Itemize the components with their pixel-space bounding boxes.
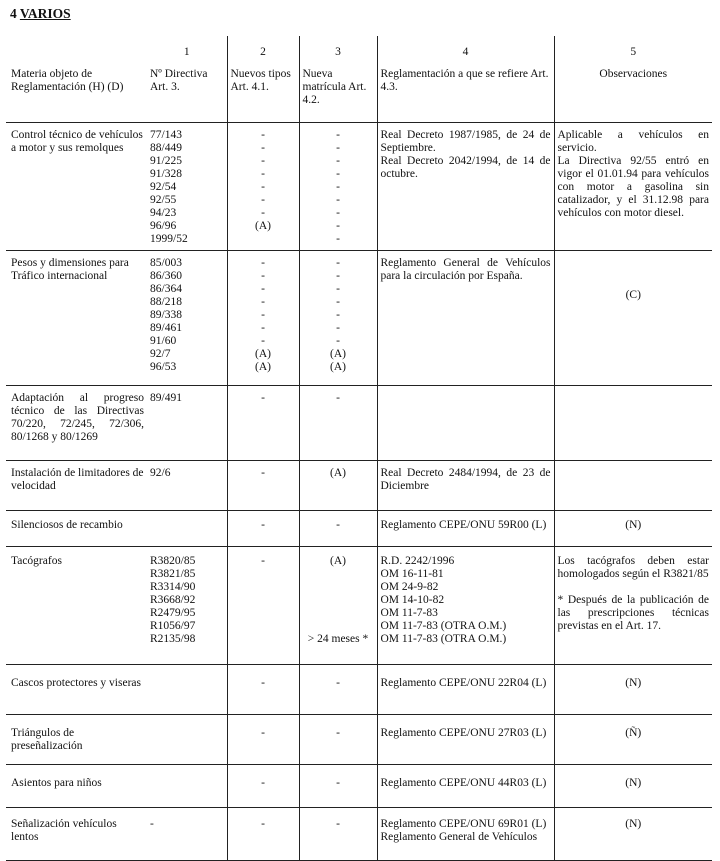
reglamentacion-text: OM 11-7-83 (OTRA O.M.) bbox=[380, 632, 507, 645]
nueva-matricula-cell bbox=[299, 807, 377, 860]
nueva-matricula-value: - bbox=[336, 256, 340, 269]
nuevos-tipos-value: - bbox=[261, 676, 265, 689]
reglamentacion-cell bbox=[377, 510, 554, 546]
nueva-matricula-value: (A) bbox=[330, 347, 346, 360]
nuevos-tipos-value: - bbox=[261, 180, 265, 193]
nueva-matricula-value: - bbox=[336, 269, 340, 282]
header-col-0: Materia objeto de Reglamentación (H) (D) bbox=[6, 36, 147, 122]
directiva-number: 85/003 bbox=[150, 256, 182, 269]
table-row bbox=[6, 250, 712, 385]
nueva-matricula-value: > 24 meses * bbox=[307, 632, 369, 645]
reglamentacion-text: Reglamento CEPE/ONU 44R03 (L) bbox=[380, 776, 547, 789]
directiva-number: 77/143 bbox=[150, 128, 182, 141]
nuevos-tipos-value: - bbox=[261, 141, 265, 154]
directiva-number: R3314/90 bbox=[150, 580, 196, 593]
nuevos-tipos-value: - bbox=[261, 154, 265, 167]
nuevos-tipos-cell bbox=[227, 250, 299, 385]
directiva-number: 86/360 bbox=[150, 269, 182, 282]
nuevos-tipos-value: - bbox=[261, 269, 265, 282]
table-header-row bbox=[6, 36, 712, 122]
directiva-number: 91/60 bbox=[150, 334, 177, 347]
nueva-matricula-value: (A) bbox=[330, 466, 346, 479]
reglamentacion-text: Reglamento CEPE/ONU 27R03 (L) bbox=[380, 726, 547, 739]
nueva-matricula-value: - bbox=[336, 193, 340, 206]
nuevos-tipos-cell bbox=[227, 510, 299, 546]
nueva-matricula-cell bbox=[299, 714, 377, 764]
header-col-3: 3 Nueva matrícula Art. 4.2. bbox=[299, 36, 377, 122]
directiva-cell bbox=[147, 664, 227, 714]
observaciones-text: (C) bbox=[625, 288, 641, 301]
reglamentacion-text: Reglamento CEPE/ONU 69R01 (L) bbox=[380, 817, 547, 830]
nuevos-tipos-cell bbox=[227, 460, 299, 510]
observaciones-text: (N) bbox=[625, 676, 642, 689]
observaciones-cell bbox=[554, 510, 712, 546]
directiva-cell bbox=[147, 714, 227, 764]
observaciones-text: (N) bbox=[625, 817, 642, 830]
reglamentacion-text: Reglamento CEPE/ONU 22R04 (L) bbox=[380, 676, 547, 689]
observaciones-text: * Después de la publicación de las prescripciones técnicas previstas en el Art. 17. bbox=[557, 593, 709, 632]
observaciones-cell bbox=[554, 664, 712, 714]
reglamentacion-text: OM 16-11-81 bbox=[380, 567, 444, 580]
nueva-matricula-cell bbox=[299, 385, 377, 460]
directiva-number: 91/225 bbox=[150, 154, 182, 167]
nueva-matricula-value bbox=[303, 581, 374, 594]
nueva-matricula-value: - bbox=[336, 676, 340, 689]
reglamentacion-text: OM 11-7-83 (OTRA O.M.) bbox=[380, 619, 507, 632]
nuevos-tipos-value: - bbox=[261, 308, 265, 321]
nueva-matricula-cell bbox=[299, 122, 377, 250]
observaciones-text: (N) bbox=[625, 518, 642, 531]
observaciones-cell bbox=[554, 764, 712, 807]
materia-cell: Señalización vehículos lentos bbox=[6, 807, 147, 860]
observaciones-text: La Directiva 92/55 entró en vigor el 01.01.94 para vehículos con motor a gasolina sin catalizador, y el 31.12.98 para vehículos con motor diesel. bbox=[557, 154, 709, 219]
reglamentacion-cell bbox=[377, 807, 554, 860]
nuevos-tipos-cell bbox=[227, 764, 299, 807]
nueva-matricula-value: - bbox=[336, 334, 340, 347]
observaciones-cell bbox=[554, 807, 712, 860]
nuevos-tipos-value: - bbox=[261, 817, 265, 830]
observaciones-cell bbox=[554, 385, 712, 460]
observaciones-cell bbox=[554, 714, 712, 764]
materia-cell: Triángulos de preseñalización bbox=[6, 714, 147, 764]
observaciones-cell bbox=[554, 546, 712, 664]
reglamentacion-text: Reglamento General de Vehículos bbox=[380, 830, 538, 843]
table-row bbox=[6, 764, 712, 807]
nuevos-tipos-value: - bbox=[261, 334, 265, 347]
directiva-number: 88/218 bbox=[150, 295, 182, 308]
nuevos-tipos-cell bbox=[227, 122, 299, 250]
nueva-matricula-cell bbox=[299, 250, 377, 385]
reglamentacion-text: Reglamento General de Vehículos para la circulación por España. bbox=[380, 256, 551, 282]
reglamentacion-cell bbox=[377, 250, 554, 385]
materia-cell: Instalación de limitadores de velocidad bbox=[6, 460, 147, 510]
nuevos-tipos-cell bbox=[227, 714, 299, 764]
directiva-number: R3668/92 bbox=[150, 593, 196, 606]
table-row bbox=[6, 122, 712, 250]
nueva-matricula-value bbox=[303, 620, 374, 633]
nuevos-tipos-value bbox=[231, 233, 296, 246]
reglamentacion-text: Reglamento CEPE/ONU 59R00 (L) bbox=[380, 518, 547, 531]
directiva-number: 92/7 bbox=[150, 347, 171, 360]
observaciones-cell bbox=[554, 460, 712, 510]
reglamentacion-cell bbox=[377, 546, 554, 664]
nueva-matricula-value: - bbox=[336, 817, 340, 830]
nuevos-tipos-value: - bbox=[261, 726, 265, 739]
directiva-number: 89/338 bbox=[150, 308, 182, 321]
nueva-matricula-value: - bbox=[336, 141, 340, 154]
directiva-cell bbox=[147, 510, 227, 546]
table-row bbox=[6, 460, 712, 510]
section-title: VARIOS bbox=[19, 6, 71, 21]
directiva-number: 88/449 bbox=[150, 141, 182, 154]
materia-cell: Cascos protectores y viseras bbox=[6, 664, 147, 714]
reglamentacion-text: OM 14-10-82 bbox=[380, 593, 445, 606]
nuevos-tipos-value: - bbox=[261, 167, 265, 180]
header-col-2: 2 Nuevos tipos Art. 4.1. bbox=[227, 36, 299, 122]
directiva-number: 92/54 bbox=[150, 180, 177, 193]
table-row bbox=[6, 664, 712, 714]
nuevos-tipos-value: - bbox=[261, 295, 265, 308]
nuevos-tipos-cell bbox=[227, 664, 299, 714]
reglamentacion-cell bbox=[377, 122, 554, 250]
directiva-cell bbox=[147, 122, 227, 250]
materia-cell: Tacógrafos bbox=[6, 546, 147, 664]
table-row bbox=[6, 807, 712, 860]
nuevos-tipos-value: - bbox=[261, 391, 265, 404]
directiva-number: 91/328 bbox=[150, 167, 182, 180]
observaciones-text: Los tacógrafos deben estar homologados según el R3821/85 bbox=[557, 554, 709, 580]
nueva-matricula-value bbox=[303, 594, 374, 607]
observaciones-cell bbox=[554, 122, 712, 250]
nueva-matricula-value: - bbox=[336, 295, 340, 308]
directiva-number: R2479/95 bbox=[150, 606, 196, 619]
directiva-cell bbox=[147, 764, 227, 807]
materia-cell: Adaptación al progreso técnico de las Directivas 70/220, 72/245, 72/306, 80/1268 y 80/1269 bbox=[6, 385, 147, 460]
nuevos-tipos-value: - bbox=[261, 518, 265, 531]
nueva-matricula-cell bbox=[299, 510, 377, 546]
directiva-number: 89/491 bbox=[150, 391, 182, 404]
nuevos-tipos-value: - bbox=[261, 206, 265, 219]
nuevos-tipos-value: - bbox=[261, 776, 265, 789]
reglamentacion-text: Real Decreto 2484/1994, de 23 de Diciembre bbox=[380, 466, 551, 492]
header-col-5: 5 Observaciones bbox=[554, 36, 712, 122]
reglamentacion-cell bbox=[377, 664, 554, 714]
nuevos-tipos-cell bbox=[227, 807, 299, 860]
reglamentacion-cell bbox=[377, 764, 554, 807]
nuevos-tipos-value: - bbox=[261, 282, 265, 295]
section-number: 4 bbox=[10, 6, 17, 21]
nueva-matricula-value: - bbox=[336, 154, 340, 167]
reglamentacion-text: OM 11-7-83 bbox=[380, 606, 438, 619]
directiva-number: - bbox=[150, 817, 154, 830]
table-row bbox=[6, 546, 712, 664]
table-row bbox=[6, 714, 712, 764]
nueva-matricula-value bbox=[303, 607, 374, 620]
directiva-number: R3821/85 bbox=[150, 567, 196, 580]
directiva-number: 92/6 bbox=[150, 466, 171, 479]
directiva-number: 92/55 bbox=[150, 193, 177, 206]
nueva-matricula-value: - bbox=[336, 128, 340, 141]
nuevos-tipos-value: - bbox=[261, 256, 265, 269]
nuevos-tipos-value: - bbox=[261, 321, 265, 334]
directiva-number: 1999/52 bbox=[150, 232, 188, 245]
nuevos-tipos-value: - bbox=[261, 466, 265, 479]
nueva-matricula-value: - bbox=[336, 518, 340, 531]
directiva-number: R3820/85 bbox=[150, 554, 196, 567]
materia-cell: Control técnico de vehículos a motor y sus remolques bbox=[6, 122, 147, 250]
nueva-matricula-value bbox=[303, 568, 374, 581]
directiva-number: R2135/98 bbox=[150, 632, 196, 645]
nueva-matricula-value: - bbox=[336, 308, 340, 321]
nueva-matricula-value: - bbox=[336, 206, 340, 219]
nueva-matricula-value: - bbox=[336, 167, 340, 180]
nuevos-tipos-value: - bbox=[261, 554, 265, 567]
directiva-number: 89/461 bbox=[150, 321, 182, 334]
nueva-matricula-value: - bbox=[336, 219, 340, 232]
observaciones-text: Aplicable a vehículos en servicio. bbox=[557, 128, 709, 154]
header-col-4: 4 Reglamentación a que se refiere Art. 4.3. bbox=[377, 36, 554, 122]
header-col-1: 1 Nº Directiva Art. 3. bbox=[147, 36, 227, 122]
directiva-number: 96/96 bbox=[150, 219, 177, 232]
nueva-matricula-value: (A) bbox=[330, 360, 346, 373]
nuevos-tipos-value: (A) bbox=[255, 360, 271, 373]
directiva-number: R1056/97 bbox=[150, 619, 196, 632]
nuevos-tipos-cell bbox=[227, 385, 299, 460]
materia-cell: Pesos y dimensiones para Tráfico internacional bbox=[6, 250, 147, 385]
directiva-number: 94/23 bbox=[150, 206, 177, 219]
nueva-matricula-cell bbox=[299, 664, 377, 714]
nueva-matricula-value: - bbox=[336, 391, 340, 404]
nueva-matricula-cell bbox=[299, 546, 377, 664]
reglamentacion-cell bbox=[377, 460, 554, 510]
regulation-table bbox=[6, 36, 712, 861]
nueva-matricula-value: - bbox=[336, 726, 340, 739]
nueva-matricula-value: - bbox=[336, 282, 340, 295]
nueva-matricula-value: - bbox=[336, 321, 340, 334]
nuevos-tipos-value: (A) bbox=[255, 219, 271, 232]
reglamentacion-cell bbox=[377, 385, 554, 460]
nueva-matricula-value: - bbox=[336, 776, 340, 789]
directiva-cell bbox=[147, 807, 227, 860]
nuevos-tipos-value: (A) bbox=[255, 347, 271, 360]
reglamentacion-text: R.D. 2242/1996 bbox=[380, 554, 455, 567]
nueva-matricula-value: - bbox=[336, 232, 340, 245]
reglamentacion-cell bbox=[377, 714, 554, 764]
directiva-cell bbox=[147, 546, 227, 664]
nueva-matricula-cell bbox=[299, 764, 377, 807]
nueva-matricula-value: - bbox=[336, 180, 340, 193]
directiva-number: 96/53 bbox=[150, 360, 177, 373]
nuevos-tipos-cell bbox=[227, 546, 299, 664]
reglamentacion-text: Real Decreto 2042/1994, de 14 de octubre. bbox=[380, 154, 551, 180]
directiva-cell bbox=[147, 250, 227, 385]
nueva-matricula-cell bbox=[299, 460, 377, 510]
observaciones-text: (Ñ) bbox=[625, 726, 642, 739]
observaciones-text: (N) bbox=[625, 776, 642, 789]
materia-cell: Silenciosos de recambio bbox=[6, 510, 147, 546]
nueva-matricula-value: (A) bbox=[330, 554, 346, 567]
nuevos-tipos-value: - bbox=[261, 128, 265, 141]
observaciones-cell bbox=[554, 250, 712, 385]
directiva-cell bbox=[147, 385, 227, 460]
reglamentacion-text: Real Decreto 1987/1985, de 24 de Septiembre. bbox=[380, 128, 551, 154]
directiva-cell bbox=[147, 460, 227, 510]
section-heading bbox=[10, 6, 71, 22]
table-row bbox=[6, 510, 712, 546]
materia-cell: Asientos para niños bbox=[6, 764, 147, 807]
directiva-number: 86/364 bbox=[150, 282, 182, 295]
reglamentacion-text: OM 24-9-82 bbox=[380, 580, 439, 593]
nuevos-tipos-value: - bbox=[261, 193, 265, 206]
table-row bbox=[6, 385, 712, 460]
